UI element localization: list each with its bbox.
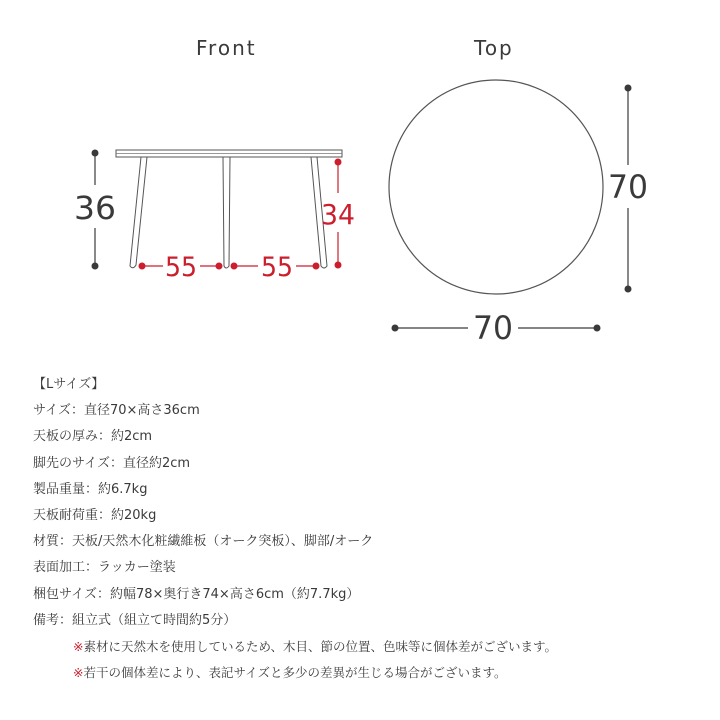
note-text: 素材に天然木を使用しているため、木目、節の位置、色味等に個体差がございます。	[83, 639, 557, 655]
dim-dot	[92, 263, 99, 270]
dim-total-height	[74, 150, 116, 270]
spec-product-weight: 製品重量：約6.7kg	[33, 481, 148, 497]
spec-material: 材質：天板/天然木化粧繊維板（オーク突板）、脚部/オーク	[33, 534, 374, 550]
top-view-label: Top	[474, 36, 514, 60]
dim-top-depth	[608, 85, 648, 293]
note-text: 若干の個体差により、表記サイズと多少の差異が生じる場合がございます。	[83, 665, 507, 681]
total-height-value: 36	[74, 189, 116, 227]
dim-dot	[216, 263, 223, 270]
spec-size: サイズ：直径70×高さ36cm	[33, 403, 200, 419]
front-view-label: Front	[196, 36, 257, 60]
spec-remarks: 備考：組立式（組立て時間約5分）	[33, 612, 237, 628]
note-mark: ※	[73, 639, 84, 655]
dim-left-span	[139, 252, 223, 283]
spec-finish: 表面加工：ラッカー塗装	[33, 560, 176, 576]
left-span-value: 55	[165, 252, 197, 283]
dim-dot	[313, 263, 320, 270]
top-depth-value: 70	[608, 168, 648, 206]
front-leg-left	[130, 157, 147, 268]
top-tabletop-circle	[389, 80, 603, 294]
dim-right-span	[231, 252, 320, 283]
spec-leg-tip-size: 脚先のサイズ：直径約2cm	[33, 455, 191, 471]
spec-top-thickness: 天板の厚み：約2cm	[33, 429, 153, 445]
spec-list	[33, 372, 703, 686]
spec-load-capacity: 天板耐荷重：約20kg	[33, 508, 157, 524]
dim-dot	[335, 262, 342, 269]
top-width-value: 70	[473, 309, 513, 347]
leg-height-value: 34	[321, 198, 355, 231]
note-mark: ※	[73, 665, 84, 681]
right-span-value: 55	[261, 252, 293, 283]
dim-top-width	[392, 309, 601, 347]
spec-heading: 【Lサイズ】	[33, 377, 105, 392]
spec-package-size: 梱包サイズ：約幅78×奥行き74×高さ6cm（約7.7kg）	[33, 586, 360, 602]
front-table-drawing	[116, 150, 342, 268]
front-leg-middle	[223, 157, 230, 268]
note-natural-wood	[33, 634, 703, 660]
dim-dot	[594, 325, 601, 332]
dim-dot	[625, 286, 632, 293]
note-size-variance	[33, 660, 703, 686]
